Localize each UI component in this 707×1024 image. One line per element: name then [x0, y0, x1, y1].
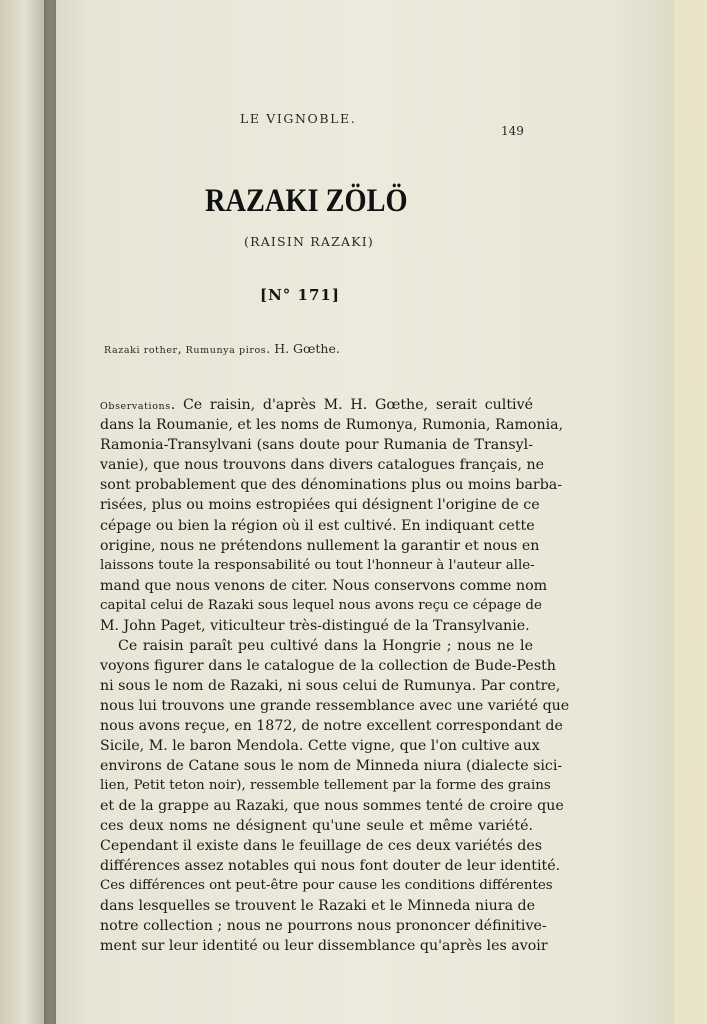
page-block-edge [674, 0, 707, 1024]
page-title: RAZAKI ZÖLÖ [205, 183, 408, 219]
synonym-razaki-rother: Razaki rother [104, 345, 178, 356]
observations-label: Observations [100, 401, 171, 412]
body-line: lien, Petit teton noir), ressemble tellement par la forme des grains [100, 778, 551, 793]
body-line: différences assez notables qui nous font douter de leur identité. [100, 858, 561, 874]
entry-number: [N° 171] [260, 286, 340, 304]
body-line: mand que nous venons de citer. Nous conservons comme nom [100, 578, 548, 594]
body-line: et de la grappe au Razaki, que nous sommes tenté de croire que [100, 798, 564, 814]
body-line: notre collection ; nous ne pourrons nous prononcer définitive- [100, 918, 547, 934]
body-line: ment sur leur identité ou leur dissemblance qu'après les avoir [100, 938, 548, 954]
body-line: M. John Paget, viticulteur très-distingué de la Transylvanie. [100, 618, 530, 634]
body-line: nous lui trouvons une grande ressemblance avec une variété que [100, 698, 570, 714]
body-line: risées, plus ou moins estropiées qui désignent l'origine de ce [100, 497, 540, 513]
body-line: vanie), que nous trouvons dans divers catalogues français, ne [100, 457, 545, 473]
synonym-separator: , [177, 341, 186, 356]
body-line [100, 395, 533, 415]
synonyms-line [104, 341, 340, 356]
body-line: ni sous le nom de Razaki, ni sous celui de Rumunya. Par contre, [100, 678, 561, 694]
synonym-source: . H. Gœthe. [266, 341, 340, 356]
page-number: 149 [501, 124, 524, 138]
body-line-text: . Ce raisin, d'après M. H. Gœthe, serait cultivé [170, 397, 533, 413]
body-line: dans lesquelles se trouvent le Razaki et le Minneda niura de [100, 898, 536, 914]
body-line: origine, nous ne prétendons nullement la garantir et nous en [100, 538, 540, 554]
body-line: environs de Catane sous le nom de Minneda niura (dialecte sici- [100, 758, 563, 774]
running-head: LE VIGNOBLE. [240, 111, 357, 126]
synonym-rumunya-piros: Rumunya piros [185, 345, 267, 356]
body-line: Sicile, M. le baron Mendola. Cette vigne, que l'on cultive aux [100, 738, 540, 754]
body-line: Ces différences ont peut-être pour cause les conditions différentes [100, 878, 553, 893]
body-line: dans la Roumanie, et les noms de Rumonya, Rumonia, Ramonia, [100, 417, 564, 433]
body-line: Cependant il existe dans le feuillage de ces deux variétés des [100, 838, 543, 854]
body-line: cépage ou bien la région où il est cultivé. En indiquant cette [100, 518, 535, 534]
body-line: Ramonia-Transylvani (sans doute pour Rumania de Transyl- [100, 437, 533, 453]
body-line: nous avons reçue, en 1872, de notre excellent correspondant de [100, 718, 563, 734]
body-line: Ce raisin paraît peu cultivé dans la Hongrie ; nous ne le [118, 638, 533, 654]
page-subtitle: (RAISIN RAZAKI) [244, 234, 374, 249]
body-line: ces deux noms ne désignent qu'une seule et même variété. [100, 818, 533, 834]
book-page [56, 0, 674, 1024]
body-line: capital celui de Razaki sous lequel nous avons reçu ce cépage de [100, 598, 542, 613]
body-line: laissons toute la responsabilité ou tout l'honneur à l'auteur alle- [100, 558, 535, 573]
body-line: voyons figurer dans le catalogue de la collection de Bude-Pesth [100, 658, 556, 674]
body-line: sont probablement que des dénominations plus ou moins barba- [100, 477, 563, 493]
